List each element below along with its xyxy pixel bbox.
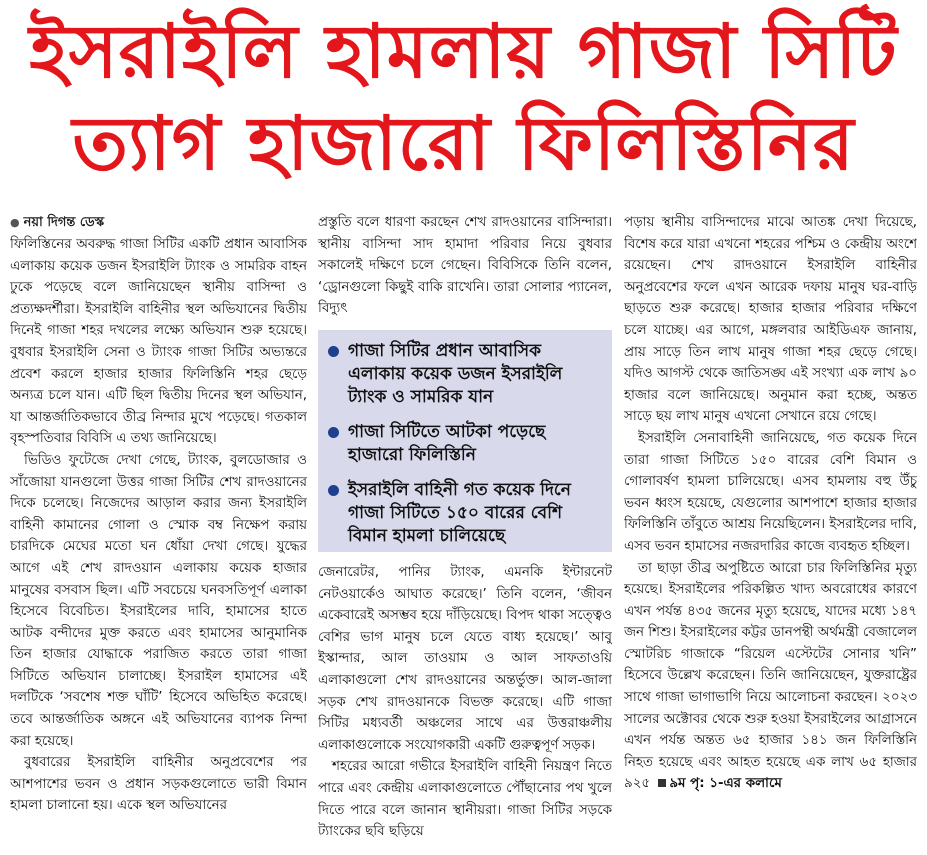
paragraph: বুধবারের ইসরাইলি বাহিনীর অনুপ্রবেশের পর আশপাশের ভবন ও প্রধান সড়কগুলোতে ভারী বিমান হামলা চালানো হয়। একে স্থল অভিযানের — [10, 755, 307, 814]
bullet-icon — [328, 346, 339, 357]
paragraph: ইসরাইলি সেনাবাহিনী জানিয়েছে, গত কয়েক দিনে তারা গাজা সিটিতে ১৫০ বারের বেশি বিমান ও গোলাবর্ষণ হামলা চালিয়েছে। এসব হামলায় বহু উঁচু ভবন ধ্বংস হয়েছে, যেগুলোর আশপাশে হাজার হাজার ফিলিস্তিনি তাঁবুতে আশ্রয় নিয়েছিলেন। ইসরাইলের দাবি, এসব ভবন হামাসের নজরদারির কাজে ব্যবহৃত হচ্ছিল। — [624, 430, 917, 554]
paragraph: জেনারেটর, পানির ট্যাংক, এমনকি ইন্টারনেট নেটওয়ার্কেও আঘাত করেছে।’ তিনি বলেন, ‘জীবন একেবারেই অসম্ভব হয়ে দাঁড়িয়েছে। বিপদ থাকা সত্ত্বেও বেশির ভাগ মানুষ চলে যেতে বাধ্য হয়েছে।’ আবু ইস্কান্দার, আল তাওয়াম ও আল সাফতাওয়ি এলাকাগুলো শেখ রাদওয়ানের অন্তর্ভুক্ত। আল-জালা সড়ক শেখ রাদওয়ানকে বিভক্ত করেছে। এটি গাজা সিটির মধ্যবর্তী অঞ্চলের সাথে এর উত্তরাঞ্চলীয় এলাকাগুলোকে সংযোগকারী একটি গুরুত্বপূর্ণ সড়ক। — [318, 564, 612, 753]
bullet-icon: ● — [10, 216, 20, 229]
paragraph: ফিলিস্তিনের অবরুদ্ধ গাজা সিটির একটি প্রধান আবাসিক এলাকায় কয়েক ডজন ইসরাইলি ট্যাংক ও সামরিক বাহন ঢুকে পড়েছে বলে জানিয়েছেন স্থানীয় বাসিন্দা ও প্রত্যক্ষদর্শীরা। ইসরাইলি বাহিনীর স্থল অভিযানের দ্বিতীয় দিনেই গাজা শহর দখলের লক্ষ্যে অভিযান শুরু হয়েছে। বুধবার ইসরাইলি সেনা ও ট্যাংক গাজা সিটির অভ্যন্তরে প্রবেশ করলে হাজার হাজার ফিলিস্তিনি শহর ছেড়ে অন্যত্র চলে যান। এটি ছিল দ্বিতীয় দিনের স্থল অভিযান, যা আন্তর্জাতিকভাবে তীব্র নিন্দার মুখে পড়েছে। গতকাল বৃহস্পতিবার বিবিসি এ তথ্য জানিয়েছে। — [10, 237, 307, 447]
column-2 — [318, 212, 612, 855]
continuation-text: ৯ম পৃ: ১-এর কলামে — [669, 776, 782, 792]
highlight-item — [326, 479, 604, 548]
column-1 — [10, 212, 307, 855]
bullet-icon — [328, 427, 339, 438]
paragraph-text: তা ছাড়া তীব্র অপুষ্টিতে আরো চার ফিলিস্তিনির মৃত্যু হয়েছে। ইসরাইলের পরিকল্পিত খাদ্য অবরোধের কারণে এখন পর্যন্ত ৪৩৫ জনের মৃত্যু হয়েছে, যাদের মধ্যে ১৪৭ জন শিশু। ইসরাইলের কট্টর ডানপন্থী অর্থমন্ত্রী বেজালেল স্মোটরিচ গাজাকে “রিয়েল এস্টেটের সোনার খনি” হিসেবে উল্লেখ করেছেন। তিনি জানিয়েছেন, যুক্তরাষ্ট্রের সাথে গাজা ভাগাভাগি নিয়ে আলোচনা করছেন। ২০২৩ সালের অক্টোবর থেকে শুরু হওয়া ইসরাইলের আগ্রাসনে এখন পর্যন্ত অন্তত ৬৫ হাজার ১৪১ জন ফিলিস্তিনি নিহত হয়েছে এবং আহত হয়েছে এক লাখ ৬৫ হাজার ৯২৫ — [624, 560, 917, 792]
headline — [0, 0, 927, 208]
byline — [10, 212, 307, 234]
bullet-icon — [328, 485, 339, 496]
headline-line-2: ত্যাগ হাজারো ফিলিস্তিনির — [72, 101, 855, 187]
paragraph: শহরের আরো গভীরে ইসরাইলি বাহিনী নিয়ন্ত্রণ নিতে পারে এবং কেন্দ্রীয় এলাকাগুলোতে পৌঁছানোর পথ খুলে দিতে পারে বলে জানান স্থানীয়রা। গাজা সিটির সড়কে ট্যাংকের ছবি ছড়িয়ে — [318, 759, 612, 840]
highlight-item — [326, 421, 604, 467]
paragraph: পড়ায় স্থানীয় বাসিন্দাদের মাঝে আতঙ্ক দেখা দিয়েছে, বিশেষ করে যারা এখনো শহরের পশ্চিম ও কেন্দ্রীয় অংশে রয়েছেন। শেখ রাদওয়ানে ইসরাইলি বাহিনীর অনুপ্রবেশের ফলে এখন আরেক দফায় মানুষ ঘর-বাড়ি ছাড়তে শুরু করেছে। হাজার হাজার পরিবার দক্ষিণে চলে যাচ্ছে। এর আগে, মঙ্গলবার আইডিএফ জানায়, প্রায় সাড়ে তিন লাখ মানুষ গাজা শহর ছেড়ে গেছে। যদিও আগস্ট থেকে জাতিসঙ্ঘ এই সংখ্যা এক লাখ ৯০ হাজার বলে জানিয়েছে। অনুমান করা হচ্ছে, অন্তত সাড়ে ছয় লাখ মানুষ এখনো সেখানে রয়ে গেছে। — [624, 215, 917, 425]
square-icon — [658, 779, 666, 787]
paragraph: প্রস্তুতি বলে ধারণা করছেন শেখ রাদওয়ানের বাসিন্দারা। স্থানীয় বাসিন্দা সাদ হামাদা পরিবার নিয়ে বুধবার সকালেই দক্ষিণে চলে গেছেন। বিবিসিকে তিনি বলেন, ‘ড্রোনগুলো কিছুই বাকি রাখেনি। তারা সোলার প্যানেল, বিদ্যুৎ — [318, 215, 612, 317]
paragraph — [624, 558, 917, 796]
byline-text: নয়া দিগন্ত ডেস্ক — [23, 215, 105, 230]
headline-line-1: ইসরাইলি হামলায় গাজা সিটি — [29, 9, 898, 95]
continuation-note — [654, 776, 781, 791]
highlight-text: গাজা সিটির প্রধান আবাসিক এলাকায় কয়েক ডজন ইসরাইলি ট্যাংক ও সামরিক যান — [348, 340, 563, 407]
article-body — [0, 212, 927, 855]
column-3 — [624, 212, 917, 855]
highlight-text: গাজা সিটিতে আটকা পড়েছে হাজারো ফিলিস্তিনি — [348, 421, 546, 465]
highlight-item — [326, 340, 604, 409]
highlight-box — [318, 330, 612, 552]
paragraph: ভিডিও ফুটেজে দেখা গেছে, ট্যাংক, বুলডোজার ও সাঁজোয়া যানগুলো উত্তর গাজা সিটির শেখ রাদওয়ানের দিকে চলেছে। নিজেদের আড়াল করার জন্য ইসরাইলি বাহিনী কামানের গোলা ও স্মোক বম্ব নিক্ষেপ করায় চারদিকে মেঘের মতো ঘন ধোঁয়া দেখা গেছে। যুদ্ধের আগে এই শেখ রাদওয়ান এলাকায় কয়েক হাজার মানুষের বসবাস ছিল। এটি সবচেয়ে ঘনবসতিপূর্ণ এলাকা হিসেবে বিবেচিত। ইসরাইলের দাবি, হামাসের হাতে আটক বন্দীদের মুক্ত করতে এবং হামাসের আনুমানিক তিন হাজার যোদ্ধাকে পরাজিত করতে তারা গাজা সিটিতে অভিযান চালাচ্ছে। ইসরাইল হামাসের এই দলটিকে ‘সবশেষ শক্ত ঘাঁটি’ হিসেবে অভিহিত করেছে। তবে আন্তর্জাতিক অঙ্গনে এই অভিযানের ব্যাপক নিন্দা করা হয়েছে। — [10, 452, 307, 749]
highlight-text: ইসরাইলি বাহিনী গত কয়েক দিনে গাজা সিটিতে ১৫০ বারের বেশি বিমান হামলা চালিয়েছে — [348, 479, 571, 546]
